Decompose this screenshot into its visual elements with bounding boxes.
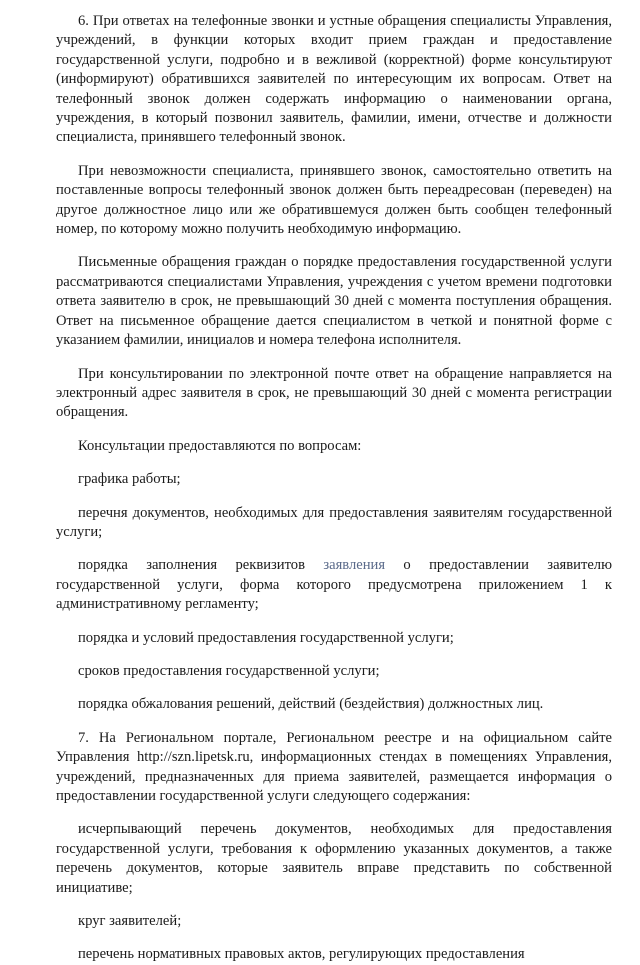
- application-link-word[interactable]: заявления: [323, 557, 386, 574]
- list-item-application-form-order: [56, 556, 612, 614]
- application-order-text-before: порядка заполнения реквизитов: [78, 557, 324, 574]
- paragraph-call-redirect: При невозможности специалиста, принявшего звонок, самостоятельно ответить на поставленные вопросы телефонный звонок должен быть переадресован (переведен) на другое должностное лицо или же обратившемуся должен быть сообщен телефонный номер, по которому можно получить необходимую информацию.: [56, 162, 612, 238]
- list-item-regulatory-acts: перечень нормативных правовых актов, регулирующих предоставления: [78, 946, 525, 963]
- list-item-applicant-circle: круг заявителей;: [78, 913, 182, 930]
- paragraph-email-consultations: При консультировании по электронной почте ответ на обращение направляется на электронный адрес заявителя в срок, не превышающий 30 дней с момента регистрации обращения.: [56, 365, 612, 421]
- paragraph-consultation-topics-heading: Консультации предоставляются по вопросам:: [78, 437, 362, 454]
- document-page: [56, 12, 612, 965]
- list-item-appeal-procedure: порядка обжалования решений, действий (бездействия) должностных лиц.: [78, 696, 544, 713]
- list-item-service-terms: сроков предоставления государственной услуги;: [78, 662, 380, 679]
- paragraph-written-requests: Письменные обращения граждан о порядке предоставления государственной услуги рассматриваются специалистами Управления, учреждения с учетом времени подготовки ответа заявителю в срок, не превышающий 30 дней с момента поступления обращения. Ответ на письменное обращение дается специалистом в четкой и понятной форме с указанием фамилии, инициалов и номера телефона исполнителя.: [56, 254, 612, 349]
- list-item-work-schedule: графика работы;: [78, 471, 181, 488]
- paragraph-7-information-publication: 7. На Региональном портале, Региональном реестре и на официальном сайте Управления http://szn.lipetsk.ru, информационных стендах в помещениях Управления, учреждений, предназначенных для приема заявителей, размещается информация о предоставлении государственной услуги следующего содержания:: [56, 729, 612, 804]
- paragraph-6-phone-consultations: 6. При ответах на телефонные звонки и устные обращения специалисты Управления, учреждений, в функции которых входит прием граждан и предоставление государственной услуги, подробно и в вежливой (корректной) форме консультируют (информируют) обратившихся заявителей по интересующим их вопросам. Ответ на телефонный звонок должен содержать информацию о наименовании органа, учреждения, в который позвонил заявитель, фамилии, имени, отчестве и должности специалиста, принявшего телефонный звонок.: [56, 13, 612, 146]
- list-item-service-conditions: порядка и условий предоставления государственной услуги;: [78, 629, 454, 646]
- application-order-text-after: о предоставлении заявителю государственной услуги, форма которого предусмотрена приложением 1 к административному регламенту;: [56, 557, 612, 613]
- list-item-document-list: перечня документов, необходимых для предоставления заявителям государственной услуги;: [56, 504, 612, 540]
- list-item-exhaustive-document-list: исчерпывающий перечень документов, необходимых для предоставления государственной услуги, требования к оформлению указанных документов, а также перечень документов, которые заявитель вправе представить по собственной инициативе;: [56, 821, 612, 896]
